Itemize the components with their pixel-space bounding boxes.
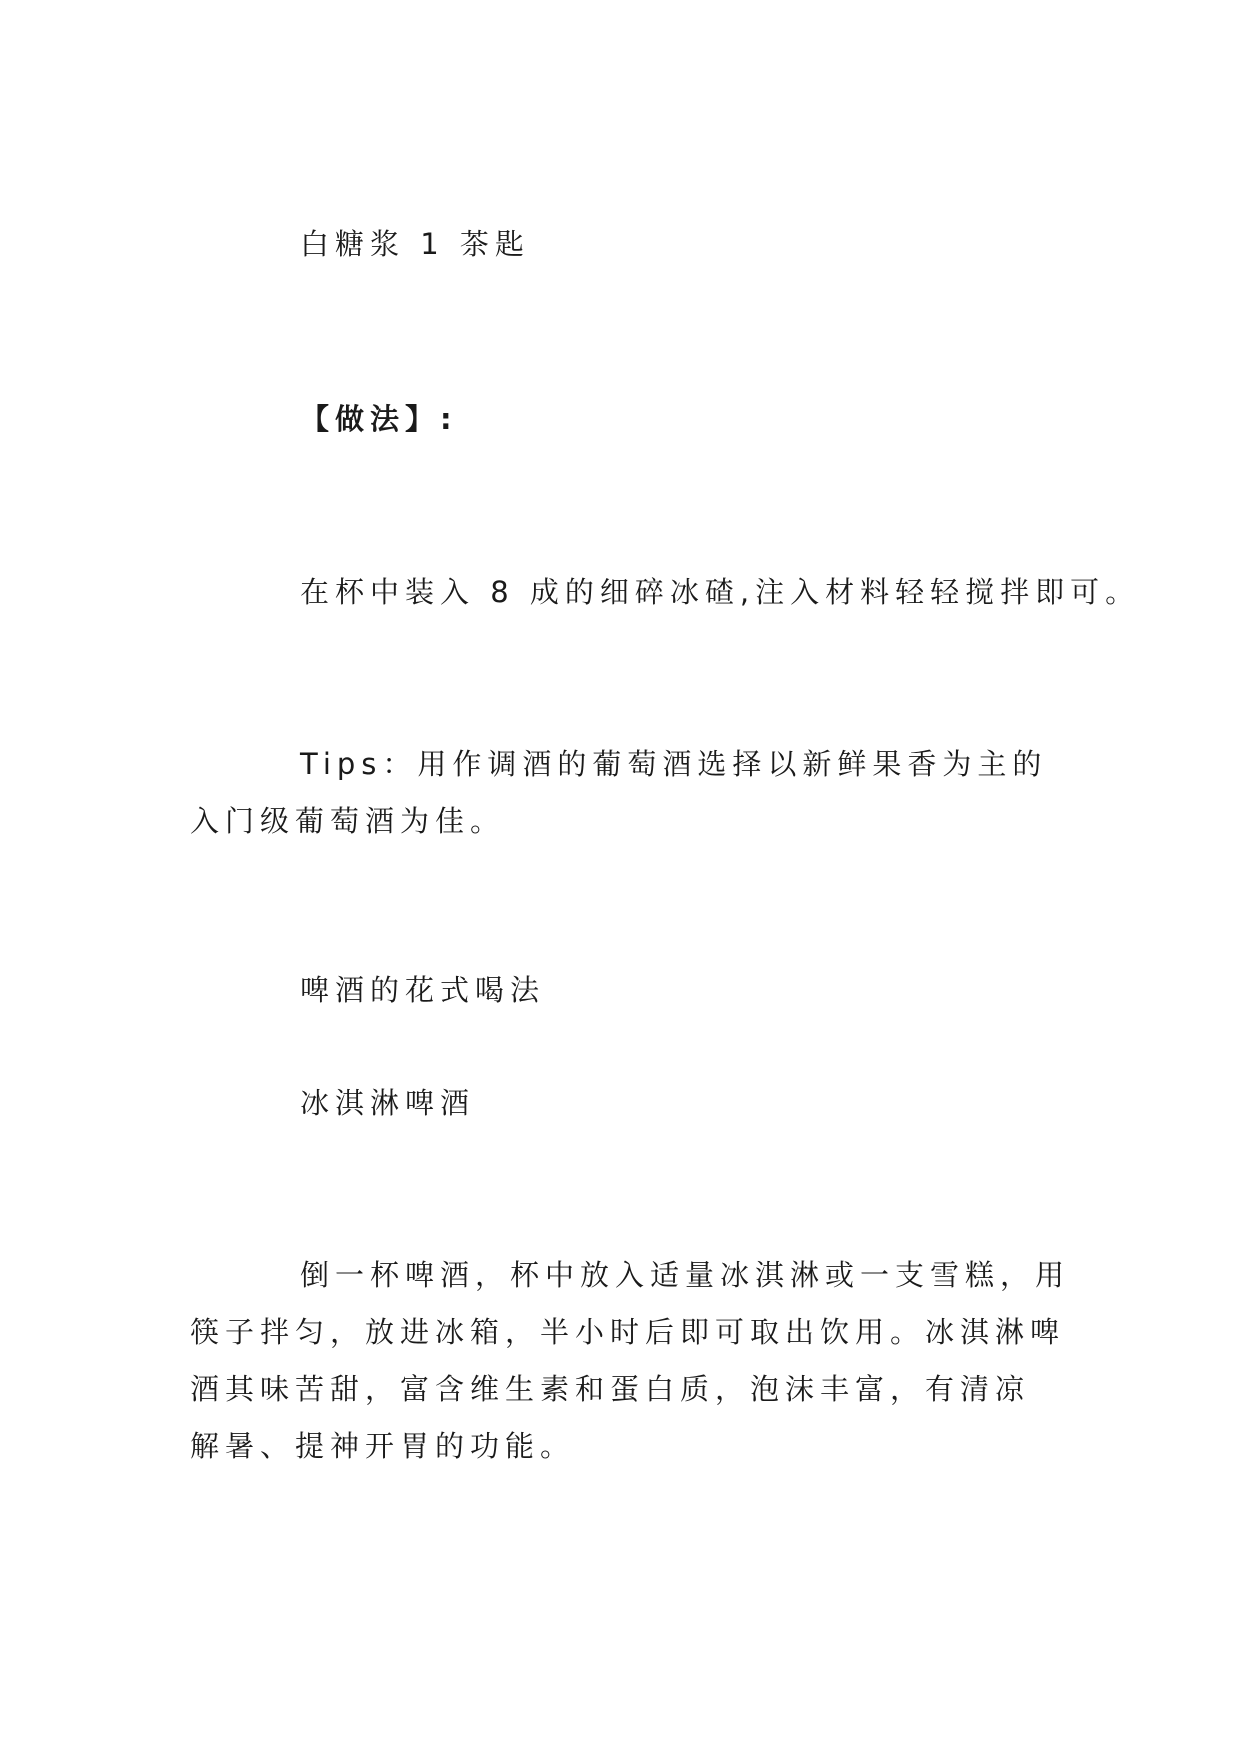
subsection-title: 冰淇淋啤酒: [300, 1086, 476, 1120]
body-paragraph: 倒一杯啤酒，杯中放入适量冰淇淋或一支雪糕，用筷子拌匀，放进冰箱，半小时后即可取出饮用。冰淇淋啤酒其味苦甜，富含维生素和蛋白质，泡沫丰富，有清凉 解暑、提神开胃的功能。: [190, 1258, 1071, 1463]
section-title: 啤酒的花式喝法: [300, 973, 546, 1007]
tips-paragraph: Tips：用作调酒的葡萄酒选择以新鲜果香为主的入门级葡萄酒为佳。: [190, 747, 1048, 838]
method-heading: 【做法】:: [300, 402, 458, 436]
method-instruction: 在杯中装入 8 成的细碎冰碴,注入材料轻轻搅拌即可。: [300, 575, 1141, 609]
ingredient-line-syrup: 白糖浆 1 茶匙: [300, 227, 530, 261]
